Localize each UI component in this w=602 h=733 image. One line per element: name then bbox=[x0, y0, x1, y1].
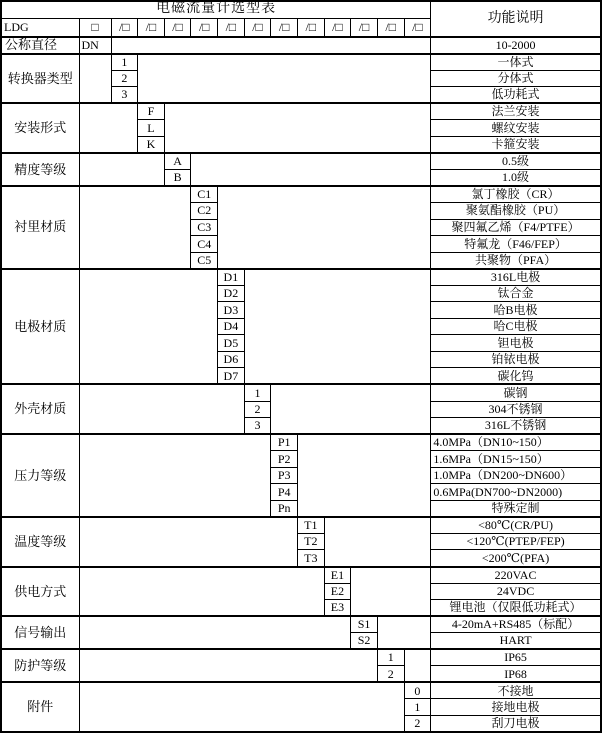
option-desc: 一体式 bbox=[431, 54, 601, 71]
option-desc: HART bbox=[431, 633, 601, 650]
option-desc: 碳化钨 bbox=[431, 368, 601, 385]
spacer bbox=[79, 269, 218, 385]
option-code: D5 bbox=[218, 335, 245, 352]
option-code: 2 bbox=[111, 70, 138, 87]
option-desc: 哈C电极 bbox=[431, 318, 601, 335]
option-desc: 0.6MPa(DN700~DN2000) bbox=[431, 484, 601, 501]
option-code: 1 bbox=[244, 384, 271, 401]
option-desc: 法兰安装 bbox=[431, 103, 601, 120]
option-desc: 1.6MPa（DN15~150） bbox=[431, 451, 601, 468]
spacer bbox=[297, 434, 430, 517]
option-desc: 碳钢 bbox=[431, 384, 601, 401]
option-desc: 钽电极 bbox=[431, 335, 601, 352]
spacer bbox=[218, 186, 431, 269]
option-desc: 聚四氟乙烯（F4/PTFE） bbox=[431, 219, 601, 236]
option-desc: 锂电池（仅限低功耗式） bbox=[431, 600, 601, 617]
option-code: E2 bbox=[324, 583, 351, 600]
option-code: 3 bbox=[111, 87, 138, 104]
spacer bbox=[138, 54, 431, 104]
spacer bbox=[164, 103, 431, 153]
option-code: C5 bbox=[191, 252, 218, 269]
option-code: P1 bbox=[271, 434, 298, 451]
option-code: 2 bbox=[377, 666, 404, 683]
spacer bbox=[324, 517, 431, 567]
spacer bbox=[79, 186, 191, 269]
option-code: C4 bbox=[191, 236, 218, 253]
option-code: T2 bbox=[297, 533, 324, 550]
option-desc: 聚氨酯橡胶（PU） bbox=[431, 202, 601, 219]
model-prefix: LDG bbox=[1, 18, 79, 37]
model-first-slot-box: □ bbox=[79, 18, 111, 37]
function-column-header: 功能说明 bbox=[431, 1, 601, 37]
option-code: 0 bbox=[404, 682, 431, 699]
option-desc: 氯丁橡胶（CR） bbox=[431, 186, 601, 203]
option-code: D4 bbox=[218, 318, 245, 335]
option-desc: 特殊定制 bbox=[431, 500, 601, 517]
category-label: 供电方式 bbox=[1, 567, 79, 617]
model-slot: /□ bbox=[404, 18, 431, 37]
option-code: D7 bbox=[218, 368, 245, 385]
category-label: 附件 bbox=[1, 682, 79, 732]
option-code: A bbox=[164, 153, 191, 170]
category-label: 衬里材质 bbox=[1, 186, 79, 269]
category-label: 精度等级 bbox=[1, 153, 79, 186]
option-desc: 4-20mA+RS485（标配） bbox=[431, 616, 601, 633]
option-desc: 钛合金 bbox=[431, 285, 601, 302]
model-slot: /□ bbox=[218, 18, 245, 37]
option-code: T1 bbox=[297, 517, 324, 534]
spacer bbox=[79, 103, 138, 153]
option-code: D6 bbox=[218, 351, 245, 368]
spacer bbox=[79, 384, 244, 434]
option-desc: 316L电极 bbox=[431, 269, 601, 286]
option-code: D3 bbox=[218, 302, 245, 319]
option-desc: 24VDC bbox=[431, 583, 601, 600]
spacer bbox=[79, 616, 351, 649]
option-code: P2 bbox=[271, 451, 298, 468]
option-desc: 特氟龙（F46/FEP） bbox=[431, 236, 601, 253]
spacer bbox=[111, 37, 431, 54]
model-slot: /□ bbox=[271, 18, 298, 37]
option-desc: 螺纹安装 bbox=[431, 120, 601, 137]
option-code: 1 bbox=[377, 649, 404, 666]
option-code: F bbox=[138, 103, 165, 120]
option-desc: 卡箍安装 bbox=[431, 136, 601, 153]
option-code: K bbox=[138, 136, 165, 153]
option-desc: 铂铱电极 bbox=[431, 351, 601, 368]
option-desc: 10-2000 bbox=[431, 37, 601, 54]
option-code: 2 bbox=[404, 715, 431, 732]
option-code: 1 bbox=[404, 699, 431, 716]
spacer bbox=[351, 567, 431, 617]
category-label: 安装形式 bbox=[1, 103, 79, 153]
option-code: DN bbox=[79, 37, 111, 54]
option-code: S1 bbox=[351, 616, 378, 633]
option-desc: <200℃(PFA) bbox=[431, 550, 601, 567]
spacer bbox=[79, 153, 164, 186]
option-code: C2 bbox=[191, 202, 218, 219]
option-desc: 4.0MPa（DN10~150） bbox=[431, 434, 601, 451]
option-code: E1 bbox=[324, 567, 351, 584]
category-label: 防护等级 bbox=[1, 649, 79, 682]
option-desc: 1.0级 bbox=[431, 169, 601, 186]
spacer bbox=[79, 649, 377, 682]
option-desc: 0.5级 bbox=[431, 153, 601, 170]
category-label: 电极材质 bbox=[1, 269, 79, 385]
option-code: 1 bbox=[111, 54, 138, 71]
option-code: Pn bbox=[271, 500, 298, 517]
option-desc: 220VAC bbox=[431, 567, 601, 584]
option-code: 3 bbox=[244, 418, 271, 435]
spacer bbox=[244, 269, 431, 385]
category-label: 公称直径 bbox=[1, 37, 79, 54]
model-slot: /□ bbox=[297, 18, 324, 37]
category-label: 信号输出 bbox=[1, 616, 79, 649]
category-label: 外壳材质 bbox=[1, 384, 79, 434]
category-label: 温度等级 bbox=[1, 517, 79, 567]
model-slot: /□ bbox=[324, 18, 351, 37]
table-title: 电磁流量计选型表 bbox=[1, 1, 431, 18]
option-code: 2 bbox=[244, 401, 271, 418]
option-code: S2 bbox=[351, 633, 378, 650]
option-desc: 分体式 bbox=[431, 70, 601, 87]
model-slot: /□ bbox=[164, 18, 191, 37]
option-code: C1 bbox=[191, 186, 218, 203]
option-code: T3 bbox=[297, 550, 324, 567]
option-code: E3 bbox=[324, 600, 351, 617]
option-desc: 1.0MPa（DN200~DN600） bbox=[431, 467, 601, 484]
option-desc: IP65 bbox=[431, 649, 601, 666]
spacer bbox=[79, 682, 404, 732]
model-slot: /□ bbox=[377, 18, 404, 37]
spacer bbox=[191, 153, 431, 186]
spacer bbox=[377, 616, 430, 649]
option-code: D2 bbox=[218, 285, 245, 302]
option-code: B bbox=[164, 169, 191, 186]
model-slot: /□ bbox=[138, 18, 165, 37]
option-code: P3 bbox=[271, 467, 298, 484]
category-label: 压力等级 bbox=[1, 434, 79, 517]
model-slot: /□ bbox=[191, 18, 218, 37]
category-label: 转换器类型 bbox=[1, 54, 79, 104]
option-desc: 刮刀电极 bbox=[431, 715, 601, 732]
option-desc: 304不锈钢 bbox=[431, 401, 601, 418]
option-desc: <80℃(CR/PU) bbox=[431, 517, 601, 534]
spacer bbox=[79, 54, 111, 104]
spacer bbox=[79, 567, 324, 617]
option-code: D1 bbox=[218, 269, 245, 286]
option-desc: 低功耗式 bbox=[431, 87, 601, 104]
model-slot: /□ bbox=[111, 18, 138, 37]
model-slot: /□ bbox=[244, 18, 271, 37]
option-desc: 不接地 bbox=[431, 682, 601, 699]
spacer bbox=[404, 649, 431, 682]
spacer bbox=[79, 517, 297, 567]
option-desc: <120℃(PTEP/FEP) bbox=[431, 533, 601, 550]
option-code: C3 bbox=[191, 219, 218, 236]
spacer bbox=[79, 434, 271, 517]
option-desc: 哈B电极 bbox=[431, 302, 601, 319]
option-desc: 316L不锈钢 bbox=[431, 418, 601, 435]
option-code: L bbox=[138, 120, 165, 137]
option-desc: IP68 bbox=[431, 666, 601, 683]
model-slot: /□ bbox=[351, 18, 378, 37]
spacer bbox=[271, 384, 431, 434]
option-desc: 接地电极 bbox=[431, 699, 601, 716]
option-desc: 共聚物（PFA） bbox=[431, 252, 601, 269]
option-code: P4 bbox=[271, 484, 298, 501]
